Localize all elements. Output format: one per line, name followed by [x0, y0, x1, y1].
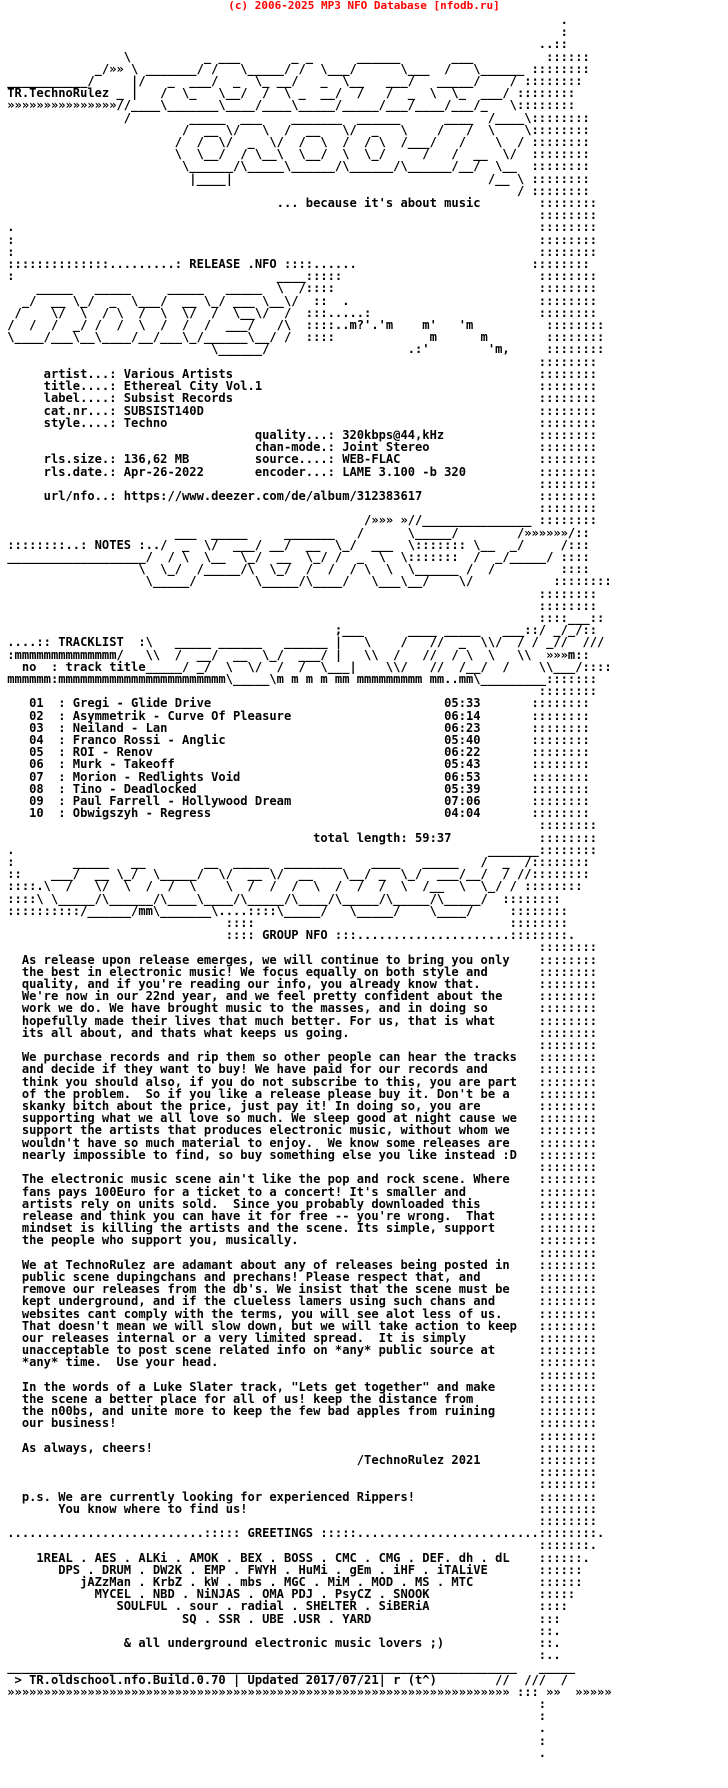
site-header: (c) 2006-2025 MP3 NFO Database [nfodb.ru] — [228, 0, 500, 12]
nfo-text: . : ..:: \ _ ___ _ _ ______ ___ :::::: _/»» \ _______/ / \_____/ / \___/ \___ / \______ :::::::: ___________/ |/ _ ___/ _ \_ __/ _ \__ ___/ _____/ / :::::::: TR.TechnoRulez _ | / \_ \__/ / \ _ __/ / / _ \ \_ ___/ :::::::: »»»»»»»»»»»»»»»//____\_______\____/____\_____/_____/___/____/___/_ \:::::::: / _____ ___ _______ ______ ____ /____\:::::::: / __ \/ \ / __ \/ _ \ / / \ \:::::::: / / \/ _ \/ / \ / / \ /___/ / \ / :::::::: \ \__/ / \__\ \__/ \ \_/ / / __ \/ :::::::: \______/\_____\______/\______/\______/__/ \__ :::::::: |____| /__ \ :::::::: / :::::::: ... because it's about music :::::::: :::::::: . :::::::: : :::::::: : :::::::: ::::::::::::::.........: RELEASE .NFO ::::...... :::::::: : ____::::: :::::::: _____ _____ _____ _____ \ /:::: :::::::: _/ __ \_/ _ \___/ __ \_/ ___ \__\/ :: . :::::::: / \/ \ / \ / \ \/ / \__\/ / :::.....: :::::::: / / / _/ / / \ / / / ___/ /\ ::::..m?'.'m m' 'm :::::::: \____/___\__\____/__/___\_/______\__/ / :::: m m :::::::: \______/ .:' 'm, :::::::: :::::::: artist...: Various Artists :::::::: title....: Ethereal City Vol.1 :::::::: label....: Subsist Records :::::::: cat.nr...: SUBSIST140D :::::::: style....: Techno :::::::: quality...: 320kbps@44,kHz :::::::: chan-mode.: Joint Stereo :::::::: rls.size.: 136,62 MB source....: WEB-FLAC :::::::: rls.date.: Apr-26-2022 encoder...: LAME 3.100 -b 320 :::::::: :::::::: url/nfo..: https://www.deezer.com/de/album/312383617 :::::::: :::::::: /»»» »//_______________ :::::::: ___ _____ _______ / \_____/ /»»»»»»/:: ::::::::..: NOTES :../ _ \/ ___/ __/ __ \_/ ___ \::::::: \__ _/ /::: ___________________/ / \ \__ \_/ __ \_/ / _ \ \::::::: / _/_____/ :::: \ \_/ /_____/\ \_/ / / / \ \ \______ / / :::: \_____/ \_____/\____/ \___\__/ \/ :::::::: :::::::: :::::::: ::::___:: ;___ ____ _____ ___::/ _/_/:: ....:: TRACKLIST :\ _____ ______ ______ | \ / // _ \\/ / / _// /// :mmmmmmmmmmmmmm/ \\ / __/ __ \_/ ___/ | \\ / // / \ \ \\ »»»m:: no : track title_____/ _/ \ \/ / / \___| \\/ // /__/ / \\___/:::: mmmmmm:mmmmmmmmmmmmmmmmmmmmmmm\_____\m m m m mm mmmmmmmmm mm..mm\_________::::::: :::::::: 01 : Gregi - Glide Drive 05:33 :::::::: 02 : Asymmetrik - Curve Of Pleasure 06:14 :::::::: 03 : Neiland - Lan 06:23 :::::::: 04 : Franco Rossi - Anglic 05:40 :::::::: 05 : ROI - Renov 06:22 :::::::: 06 : Murk - Takeoff 05:43 :::::::: 07 : Morion - Redlights Void 06:53 :::::::: 08 : Tino - Deadlocked 05:39 :::::::: 09 : Paul Farrell - Hollywood Dream 07:06 :::::::: 10 : Obwigszyh - Regress 04:04 :::::::: :::::::: total length: 59:37 :::::::: . _______:::::::: : _____ __ __ _____ ________ ____ _____ / _ /:::::::: :: ___/ __ \_/ \_____/ \/ __ \/ __ \__/ _ \_/ ___/__/ / //:::::::: ::::.\ / \/ \ / / \ \ / / / \ / / / \ /__ \ \_/ / :::::::: ::::\ \_____/\______/\____\____/\_____/\____/\_____/\_____/\_____/ :::::::: ::::::::::/______/mm\_______\....::::\_____/ \_____/ \____/ :::::::: :::: :::::::: :::: GROUP NFO :::.....................::::::::. :::::::: As release upon release emerges, we will continue to bring you only :::::::: the best in electronic music! We focus equally on both style and :::::::: quality, and if you're reading our info, you already know that. :::::::: We're now in our 22nd year, and we feel pretty confident about the :::::::: work we do. We have brought music to the masses, and in doing so :::::::: hopefully made their lives that much better. For us, that is what :::::::: its all about, and thats what keeps us going. :::::::: :::::::: We purchase records and rip them so other people can hear the tracks :::::::: and decide if they want to buy! We have paid for our records and :::::::: think you should also, if you do not subscribe to this, you are part :::::::: of the problem. So if you like a release please buy it. Don't be a :::::::: skanky bitch about the price, just pay it! In doing so, you are :::::::: supporting what we all love so much. We sleep good at night cause we :::::::: support the artists that produces electronic music, without whom we :::::::: wouldn't have so much material to enjoy. We know some releases are :::::::: nearly impossible to find, so buy something else you like instead :D :::::::: :::::::: The electronic music scene ain't like the pop and rock scene. Where :::::::: fans pays 100Euro for a ticket to a concert! It's smaller and :::::::: artists rely on units sold. Since you probably downloaded this :::::::: release and think you can have it for free -- you're wrong. That :::::::: mindset is killing the artists and the scene. Its simple, support :::::::: the people who support you, musically. :::::::: :::::::: We at TechnoRulez are adamant about any of releases being posted in :::::::: public scene dupingchans and prechans! Please respect that, and :::::::: remove our releases from the db's. We insist that the scene must be :::::::: kept underground, and if the clueless lamers using such chans and :::::::: websites cant comply with the terms, you will see alot less of us. :::::::: That doesn't mean we will slow down, but we will take action to keep :::::::: our releases internal or a very limited spread. It is simply :::::::: unacceptable to post scene related info on *any* public source at :::::::: *any* time. Use your head. :::::::: :::::::: In the words of a Luke Slater track, "Lets get together" and make :::::::: the scene a better place for all of us! keep the distance from :::::::: the n00bs, and unite more to keep the few bad apples from ruining :::::::: our business! :::::::: :::::::: As always, cheers! :::::::: /TechnoRulez 2021 :::::::: :::::::: :::::::: p.s. We are currently looking for experienced Rippers! :::::::: You know where to find us! :::::::: :::::::: ...........................::::: GREETINGS :::::.........................::::::::. :::::::. 1REAL . AES . ALKi . AMOK . BEX . BOSS . CMC . CMG . DEF. dh . dL ::::::. DPS . DRUM . DW2K . EMP . FWYH . HuMi . gEm . iHF . iTALiVE :::::: jAZzMan . KrbZ . kW . mbs . MGC . MiM . MOD . MS . MTC :::::: MYCEL . NBD . NiNJAS . OMA PDJ . PsyCZ . SNOOK ::::: SOULFUL . sour . radial . SHELTER . SiBERiA :::: SQ . SSR . UBE .USR . YARD ::: ::. & all underground electronic music lovers ;) ::. :.. ______________________________________________________________________ _____ > TR.oldschool.nfo.Build.0.70 | Updated 2017/07/21| r (t^) // /// / »»»»»»»»»»»»»»»»»»»»»»»»»»»»»»»»»»»»»»»»»»»»»»»»»»»»»»»»»»»»»»»»»»»»» ::: »» »»»»» : : . : . — [7, 14, 612, 1760]
